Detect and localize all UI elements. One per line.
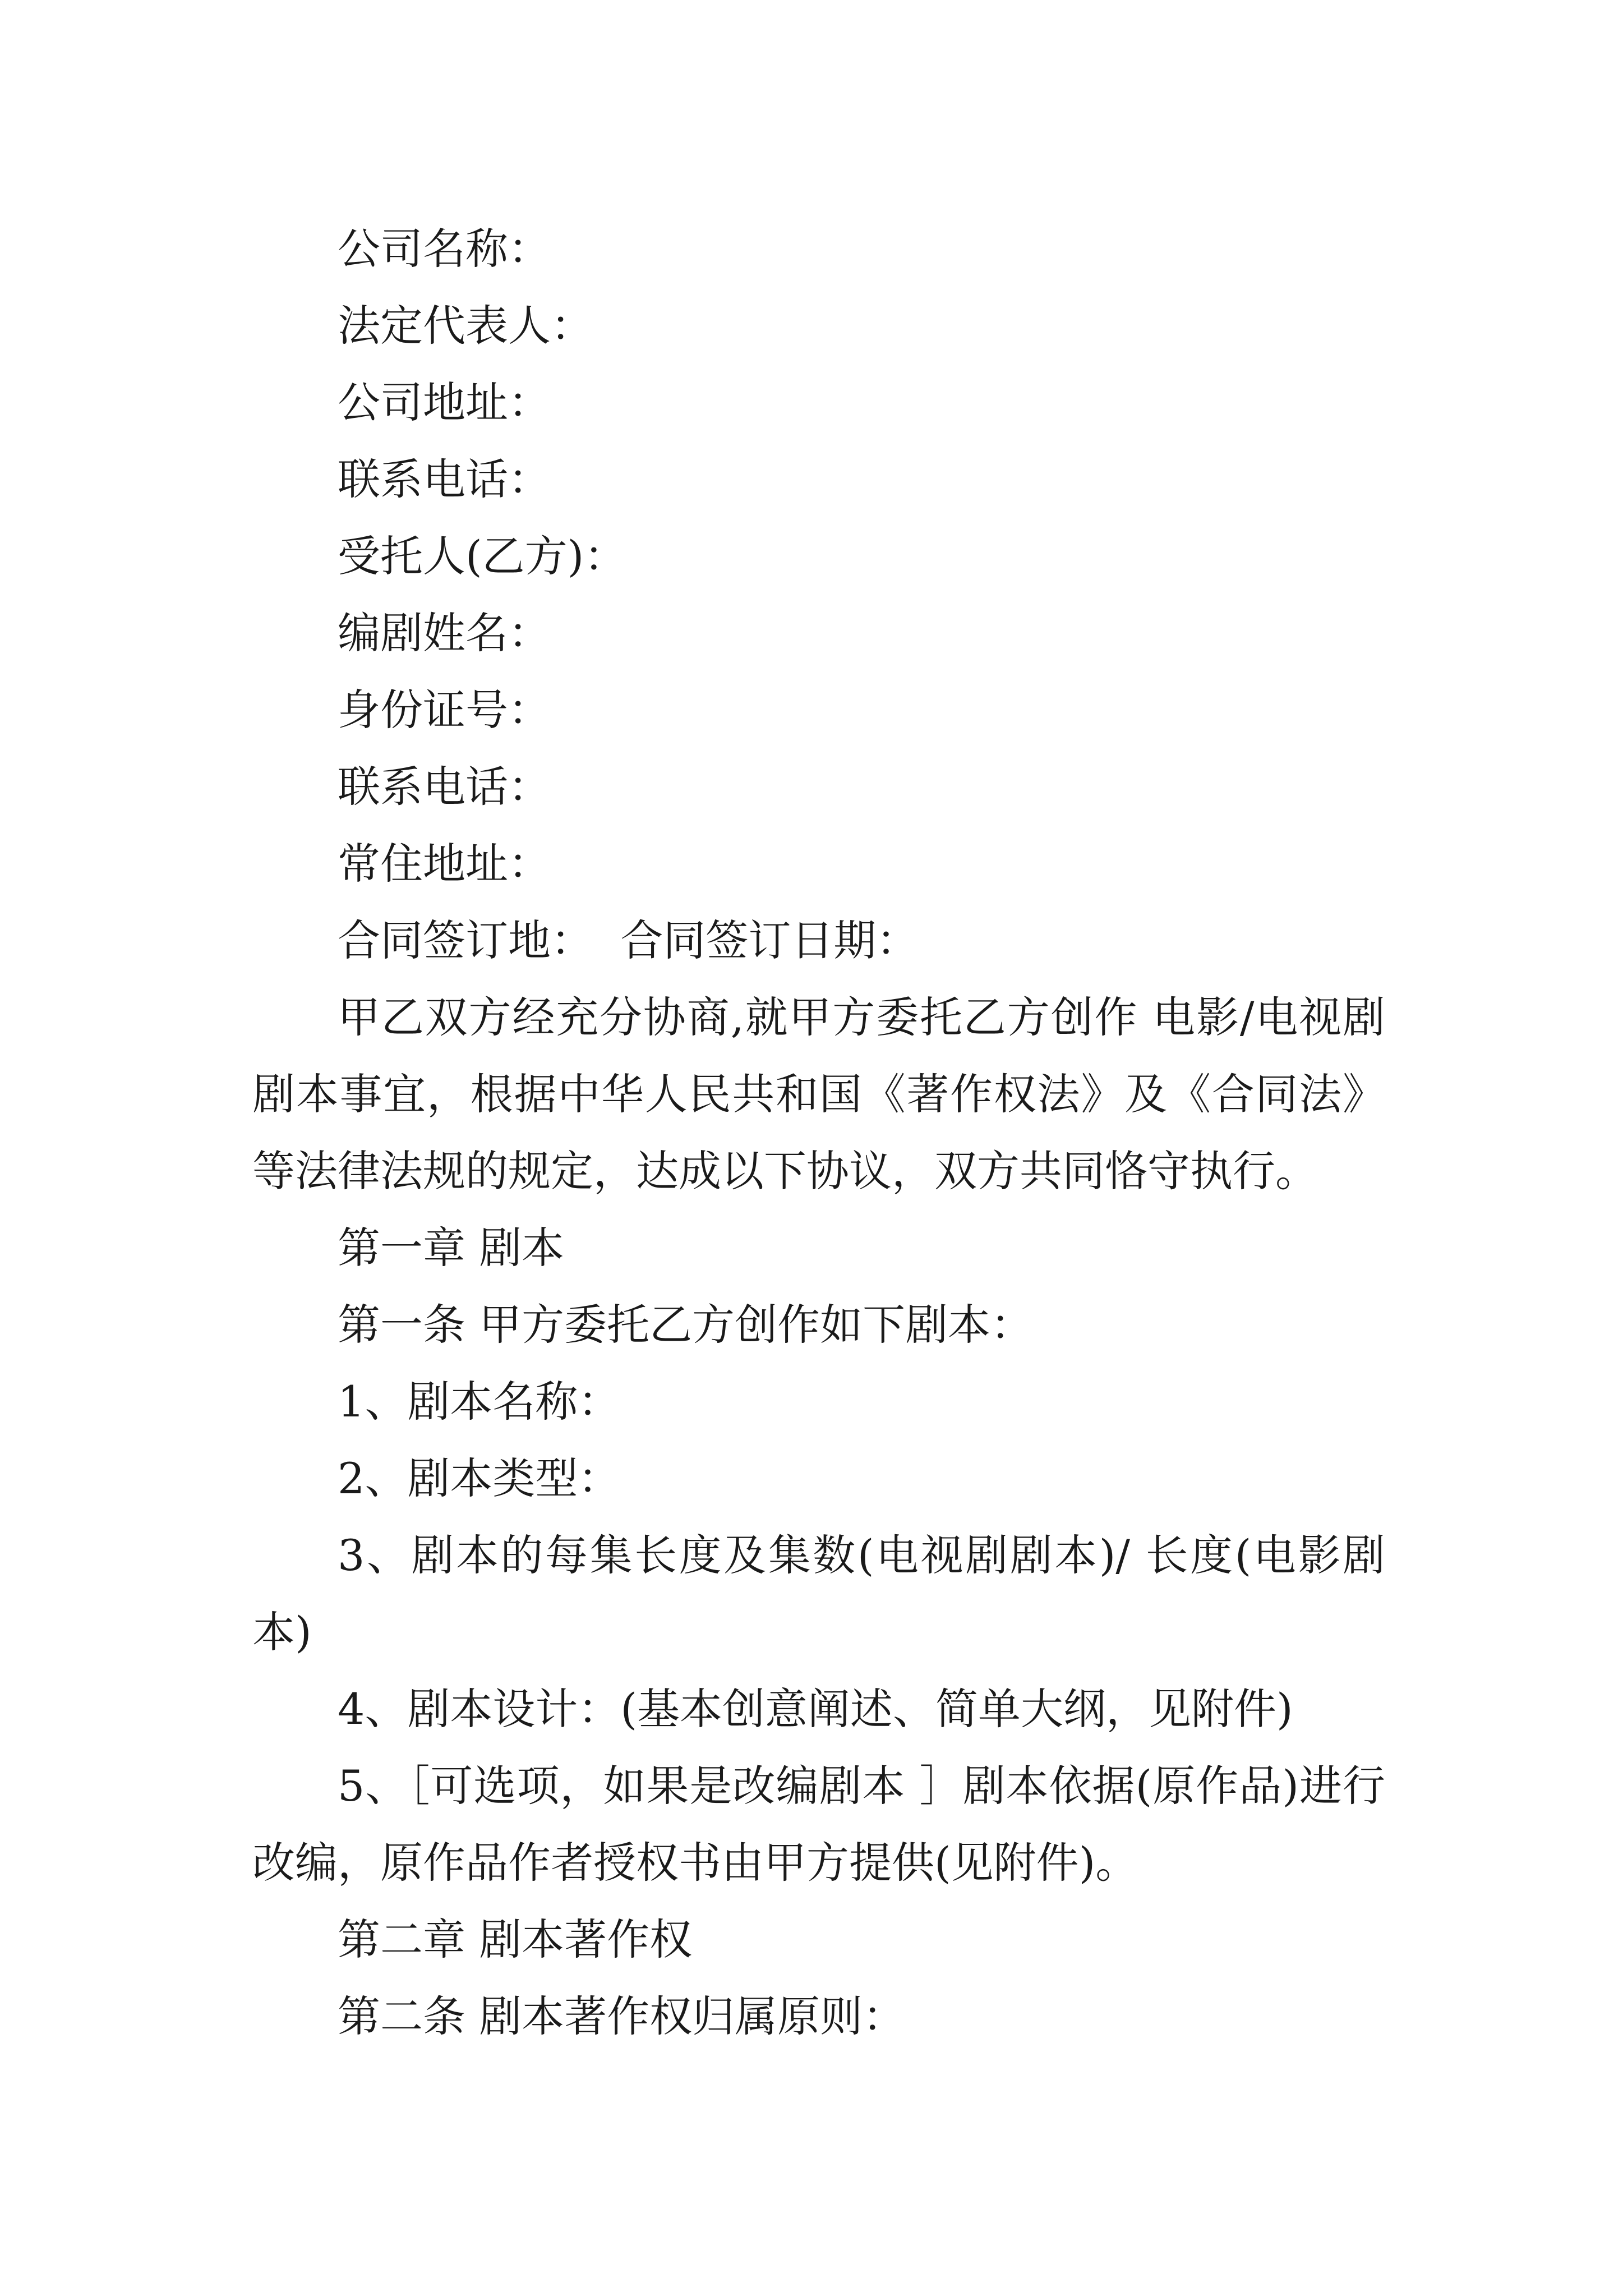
script-item-type: 2、剧本类型： [338,1453,621,1503]
residential-address-field: 常住地址： [338,839,551,889]
legal-representative-field: 法定代表人： [338,301,593,351]
company-name-field: 公司名称： [338,224,551,274]
screenwriter-name-field: 编剧姓名： [338,608,551,658]
script-item-name: 1、剧本名称： [338,1377,621,1427]
script-item-length: 3、剧本的每集长度及集数(电视剧剧本)/ 长度(电影剧本) [252,1530,1385,1657]
company-address-field: 公司地址： [338,378,551,427]
chapter-1-title: 第一章 剧本 [338,1223,565,1273]
signing-place-date: 合同签订地： 合同签订日期： [338,915,919,965]
article-2: 第二条 剧本著作权归属原则： [338,1991,906,2041]
article-1: 第一条 甲方委托乙方创作如下剧本： [338,1300,1034,1350]
contract-body [252,210,1385,2055]
party-a-phone-field: 联系电话： [338,454,551,504]
script-item-adaptation: 5、［可选项，如果是改编剧本 ］剧本依据(原作品)进行改编，原作品作者授权书由甲方提供(见附件)。 [252,1761,1385,1888]
chapter-2-title: 第二章 剧本著作权 [338,1915,693,1964]
party-b-heading: 受托人(乙方)： [338,531,627,581]
id-number-field: 身份证号： [338,685,551,735]
script-item-design: 4、剧本设计：(基本创意阐述、简单大纲，见附件) [338,1684,1293,1734]
preamble-paragraph: 甲乙双方经充分协商,就甲方委托乙方创作 电影/电视剧 剧本事宜，根据中华人民共和国《著作权法》及《合同法》等法律法规的规定，达成以下协议，双方共同恪守执行。 [252,992,1385,1196]
party-b-phone-field: 联系电话： [338,762,551,812]
